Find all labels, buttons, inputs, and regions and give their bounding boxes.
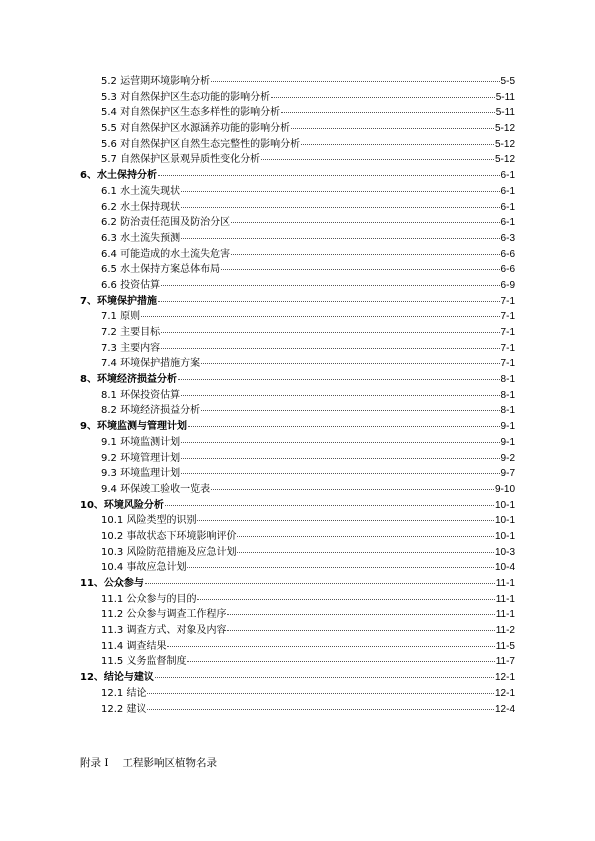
dot-leader [227, 630, 494, 631]
toc-entry-title: 6.4 可能造成的水土流失危害 [101, 248, 231, 260]
dot-leader [201, 363, 499, 364]
toc-entry-page: 5-5 [500, 76, 515, 87]
dot-leader [155, 677, 494, 678]
toc-section-entry[interactable] [0, 215, 595, 231]
toc-section-entry[interactable] [0, 592, 595, 608]
toc-entry-title: 11、公众参与 [80, 578, 144, 589]
toc-chapter-entry[interactable] [0, 168, 595, 184]
toc-entry-page: 6-1 [500, 217, 515, 229]
toc-entry-page: 9-2 [500, 452, 515, 464]
toc-entry-title: 8、环境经济损益分析 [80, 374, 177, 386]
toc-entry-page: 5-12 [494, 138, 515, 150]
dot-leader [211, 489, 494, 490]
toc-entry-title: 6.2 水土保持现状 [101, 201, 181, 213]
toc-entry-title: 6.5 水土保持方案总体布局 [101, 264, 221, 276]
toc-entry-page: 9-1 [500, 421, 515, 433]
toc-entry-title: 8.1 环保投资估算 [101, 389, 181, 401]
dot-leader [291, 128, 494, 129]
toc-chapter-entry[interactable] [0, 670, 595, 686]
toc-entry-page: 12-1 [494, 687, 515, 699]
toc-chapter-entry[interactable] [0, 372, 595, 388]
appendix-title: 工程影响区植物名录 [122, 757, 217, 769]
toc-section-entry[interactable] [0, 262, 595, 278]
dot-leader [261, 159, 494, 160]
toc-entry-page: 10-1 [494, 530, 515, 542]
dot-leader [161, 285, 499, 286]
dot-leader [165, 505, 494, 506]
dot-leader [181, 458, 499, 459]
dot-leader [281, 112, 495, 113]
toc-entry-title: 9.3 环境监理计划 [101, 468, 181, 480]
toc-entry-title: 5.5 对自然保护区水源涵养功能的影响分析 [101, 123, 291, 135]
toc-section-entry[interactable] [0, 466, 595, 482]
toc-entry-page: 11-1 [495, 609, 515, 621]
toc-entry-page: 8-1 [500, 405, 515, 417]
toc-entry-title: 10.4 事故应急计划 [101, 562, 187, 574]
toc-entry-page: 7-1 [500, 358, 515, 370]
toc-section-entry[interactable] [0, 74, 595, 90]
dot-leader [188, 426, 500, 427]
toc-entry-page: 11-1 [495, 578, 515, 589]
toc-entry-page: 10-1 [494, 499, 515, 511]
dot-leader [237, 536, 494, 537]
toc-section-entry[interactable] [0, 545, 595, 561]
dot-leader [211, 81, 499, 82]
toc-entry-title: 11.4 调查结果 [101, 640, 167, 652]
toc-entry-page: 5-11 [495, 91, 515, 103]
toc-entry-page: 5-12 [494, 123, 515, 135]
toc-entry-title: 5.6 对自然保护区自然生态完整性的影响分析 [101, 138, 301, 150]
toc-entry-page: 10-1 [494, 515, 515, 527]
toc-chapter-entry[interactable] [0, 419, 595, 435]
toc-entry-page: 9-1 [500, 436, 515, 448]
toc-entry-title: 6.6 投资估算 [101, 279, 161, 291]
toc-entry-title: 7.1 原则 [101, 311, 141, 323]
dot-leader [227, 614, 494, 615]
toc-section-entry[interactable] [0, 403, 595, 419]
toc-entry-title: 5.3 对自然保护区生态功能的影响分析 [101, 91, 271, 103]
dot-leader [221, 269, 499, 270]
toc-entry-title: 11.1 公众参与的目的 [101, 593, 197, 605]
toc-section-entry[interactable] [0, 137, 595, 153]
dot-leader [231, 222, 499, 223]
toc-section-entry[interactable] [0, 529, 595, 545]
toc-entry-page: 8-1 [500, 374, 515, 386]
toc-entry-title: 7.4 环境保护措施方案 [101, 358, 201, 370]
toc-entry-page: 7-1 [500, 327, 515, 338]
toc-entry-page: 11-5 [495, 640, 515, 652]
dot-leader [141, 316, 499, 317]
toc-entry-title: 6.2 防治责任范围及防治分区 [101, 217, 231, 229]
toc-entry-page: 8-1 [500, 389, 515, 401]
toc-section-entry[interactable] [0, 105, 595, 121]
toc-section-entry[interactable] [0, 702, 595, 718]
toc-entry-title: 5.7 自然保护区景观异质性变化分析 [101, 154, 261, 166]
toc-entry-page: 6-9 [500, 279, 515, 291]
dot-leader [181, 473, 499, 474]
toc-entry-page: 11-1 [495, 593, 515, 605]
toc-section-entry[interactable] [0, 200, 595, 216]
toc-section-entry[interactable] [0, 435, 595, 451]
toc-section-entry[interactable] [0, 654, 595, 670]
appendix-label: 附录 I [80, 757, 109, 769]
toc-section-entry[interactable] [0, 325, 595, 341]
toc-section-entry[interactable] [0, 278, 595, 294]
toc-entry-page: 6-1 [500, 170, 515, 182]
toc-entry-title: 6.3 水土流失预测 [101, 232, 181, 244]
toc-entry-page: 11-2 [495, 625, 515, 637]
dot-leader [271, 97, 495, 98]
toc-entry-page: 11-7 [495, 656, 515, 668]
toc-entry-page: 6-6 [500, 248, 515, 260]
toc-chapter-entry[interactable] [0, 498, 595, 514]
toc-entry-title: 9.4 环保竣工验收一览表 [101, 483, 211, 495]
toc-entry-page: 12-1 [494, 672, 515, 684]
toc-entry-title: 8.2 环境经济损益分析 [101, 405, 201, 417]
toc-entry-title: 7.3 主要内容 [101, 342, 161, 354]
dot-leader [147, 709, 494, 710]
toc-section-entry[interactable] [0, 231, 595, 247]
toc-entry-page: 6-6 [500, 264, 515, 276]
toc-section-entry[interactable] [0, 686, 595, 702]
toc-entry-page: 5-11 [495, 107, 515, 119]
dot-leader [301, 144, 494, 145]
dot-leader [161, 348, 499, 349]
dot-leader [197, 599, 494, 600]
toc-entry-title: 9、环境监测与管理计划 [80, 421, 187, 433]
toc-entry-page: 6-1 [500, 185, 515, 197]
toc-entry-title: 5.2 运营期环境影响分析 [101, 76, 211, 87]
toc-entry-page: 6-1 [500, 201, 515, 213]
toc-chapter-entry[interactable] [0, 576, 595, 592]
toc-entry-title: 12、结论与建议 [80, 672, 154, 684]
dot-leader [181, 207, 499, 208]
dot-leader [181, 442, 499, 443]
dot-leader [147, 693, 494, 694]
toc-section-entry[interactable] [0, 639, 595, 655]
dot-leader [158, 301, 500, 302]
toc-entry-page: 9-10 [494, 483, 515, 495]
toc-section-entry[interactable] [0, 623, 595, 639]
dot-leader [178, 379, 500, 380]
dot-leader [181, 238, 499, 239]
toc-entry-title: 9.1 环境监测计划 [101, 436, 181, 448]
toc-entry-title: 7、环境保护措施 [80, 295, 157, 307]
toc-section-entry[interactable] [0, 356, 595, 372]
toc-entry-title: 10.3 风险防范措施及应急计划 [101, 546, 237, 558]
toc-section-entry[interactable] [0, 152, 595, 168]
toc-entry-title: 6、水土保持分析 [80, 170, 157, 182]
dot-leader [231, 254, 499, 255]
toc-entry-page: 10-4 [494, 562, 515, 574]
dot-leader [145, 583, 495, 584]
toc-entry-title: 10.2 事故状态下环境影响评价 [101, 530, 237, 542]
toc-entry-title: 5.4 对自然保护区生态多样性的影响分析 [101, 107, 281, 119]
toc-section-entry[interactable] [0, 341, 595, 357]
toc-entry-title: 7.2 主要目标 [101, 327, 161, 338]
toc-entry-title: 11.3 调查方式、对象及内容 [101, 625, 227, 637]
toc-entry-page: 7-1 [500, 342, 515, 354]
toc-entry-title: 10、环境风险分析 [80, 499, 164, 511]
toc-section-entry[interactable] [0, 247, 595, 263]
dot-leader [161, 332, 499, 333]
dot-leader [187, 567, 494, 568]
toc-entry-page: 5-12 [494, 154, 515, 166]
toc-entry-title: 10.1 风险类型的识别 [101, 515, 197, 527]
toc-entry-title: 12.2 建议 [101, 703, 147, 715]
toc-entry-page: 12-4 [494, 703, 515, 715]
dot-leader [167, 646, 494, 647]
toc-section-entry[interactable] [0, 121, 595, 137]
dot-leader [201, 410, 499, 411]
toc-section-entry[interactable] [0, 184, 595, 200]
toc-chapter-entry[interactable] [0, 294, 595, 310]
toc-entry-page: 7-1 [500, 311, 515, 323]
dot-leader [158, 175, 500, 176]
table-of-contents [0, 74, 595, 717]
toc-entry-page: 7-1 [500, 295, 515, 307]
toc-entry-title: 12.1 结论 [101, 687, 147, 699]
toc-entry-title: 9.2 环境管理计划 [101, 452, 181, 464]
toc-section-entry[interactable] [0, 482, 595, 498]
toc-section-entry[interactable] [0, 388, 595, 404]
toc-section-entry[interactable] [0, 513, 595, 529]
toc-section-entry[interactable] [0, 560, 595, 576]
toc-section-entry[interactable] [0, 309, 595, 325]
dot-leader [181, 191, 499, 192]
toc-section-entry[interactable] [0, 451, 595, 467]
toc-entry-title: 11.5 义务监督制度 [101, 656, 187, 668]
appendix-entry [80, 755, 217, 770]
toc-entry-title: 6.1 水土流失现状 [101, 185, 181, 197]
dot-leader [197, 520, 494, 521]
toc-section-entry[interactable] [0, 607, 595, 623]
toc-entry-page: 10-3 [494, 546, 515, 558]
toc-section-entry[interactable] [0, 90, 595, 106]
dot-leader [181, 395, 499, 396]
toc-entry-title: 11.2 公众参与调查工作程序 [101, 609, 227, 621]
dot-leader [187, 661, 494, 662]
toc-entry-page: 9-7 [500, 468, 515, 480]
toc-entry-page: 6-3 [500, 232, 515, 244]
dot-leader [237, 552, 494, 553]
